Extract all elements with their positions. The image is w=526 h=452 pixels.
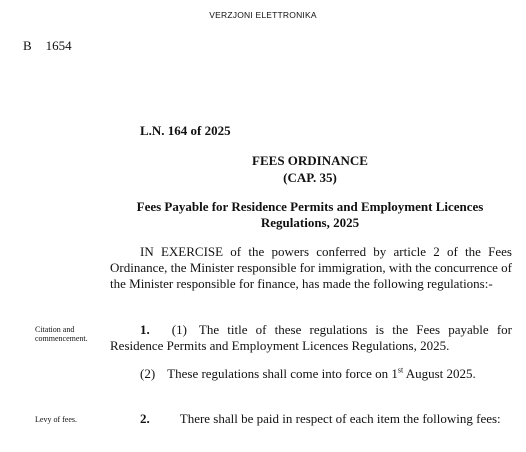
section-1-subsection-1 bbox=[110, 322, 512, 354]
subsection-text: These regulations shall come into force on 1 bbox=[167, 366, 398, 381]
page-prefix: B bbox=[23, 38, 32, 53]
page-number: 1654 bbox=[45, 38, 72, 53]
subsection-label: (2) bbox=[140, 366, 156, 381]
section-number: 1. bbox=[140, 322, 150, 337]
section-1-subsection-2 bbox=[110, 366, 512, 382]
subsection-text-end: August 2025. bbox=[403, 366, 476, 381]
electronic-version-banner: VERZJONI ELETTRONIKA bbox=[209, 10, 317, 20]
margin-note-citation: Citation and commencement. bbox=[35, 325, 88, 343]
section-number: 2. bbox=[140, 411, 150, 426]
subsection-text: The title of these regulations is the Fees payable for Residence Permits and Employment Licences Regulations, 2025. bbox=[110, 322, 512, 353]
enacting-clause: IN EXERCISE of the powers conferred by article 2 of the Fees Ordinance, the Minister responsible for immigration, with the concurrence of the Minister responsible for finance, has made the following regulations:- bbox=[110, 244, 512, 291]
subsection-label: (1) bbox=[171, 322, 187, 337]
section-2 bbox=[110, 411, 512, 427]
regulations-title: Fees Payable for Residence Permits and Employment Licences Regulations, 2025 bbox=[136, 199, 484, 230]
chapter-reference: (CAP. 35) bbox=[283, 170, 337, 185]
ordinal-suffix: st bbox=[397, 365, 404, 375]
legal-notice-number: L.N. 164 of 2025 bbox=[140, 123, 231, 138]
gazette-page-reference bbox=[23, 38, 72, 54]
margin-note-levy: Levy of fees. bbox=[35, 415, 77, 424]
section-text: There shall be paid in respect of each item the following fees: bbox=[179, 411, 501, 426]
ordinance-title: FEES ORDINANCE bbox=[252, 153, 368, 168]
